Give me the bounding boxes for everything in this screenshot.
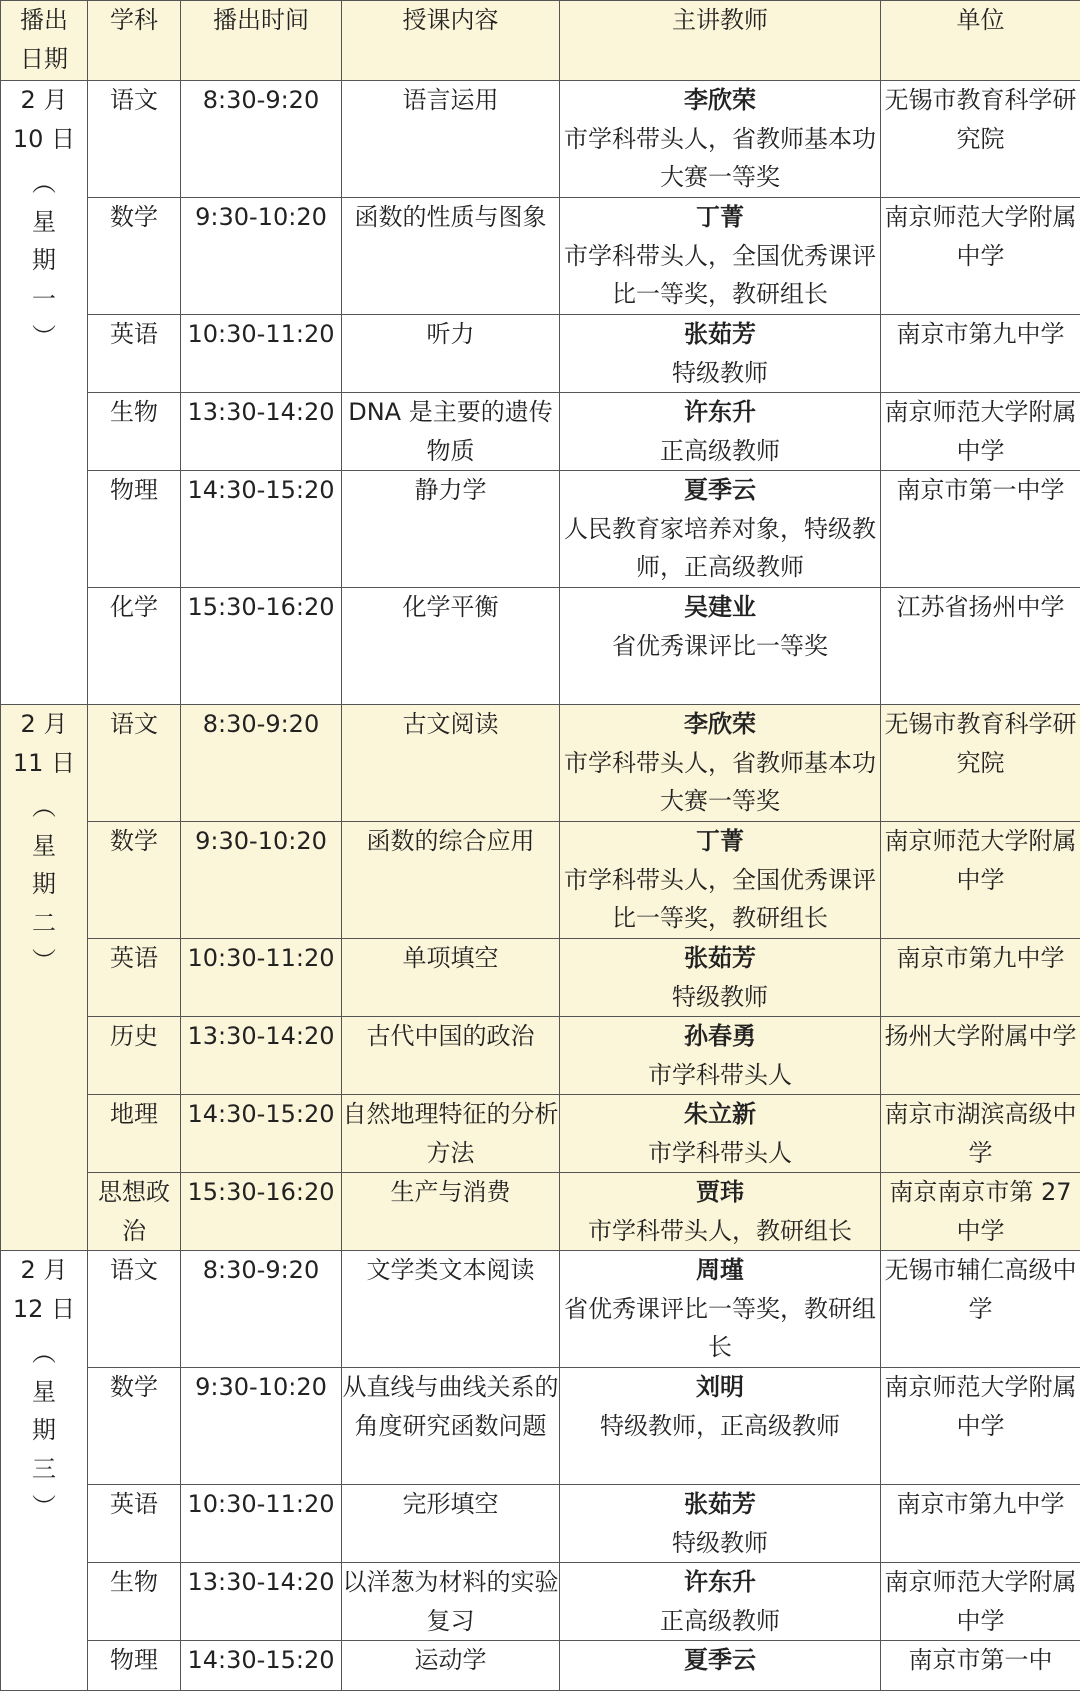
content-cell: 自然地理特征的分析方法 [342,1095,560,1173]
time-cell: 8:30-9:20 [181,705,342,822]
teacher-cell [560,822,881,939]
unit-cell: 南京师范大学附属中学 [881,1368,1080,1485]
unit-cell: 南京师范大学附属中学 [881,198,1080,315]
table-row [1,1251,1080,1368]
table-row [1,81,1080,198]
teacher-cell [560,1368,881,1485]
teacher-title: 正高级教师 [560,1602,880,1641]
teacher-name: 刘明 [560,1368,880,1407]
teacher-title: 特级教师 [560,1524,880,1563]
teacher-name: 许东升 [560,393,880,432]
weekday-char: 一 [1,280,87,319]
weekday-char: ︵ [1,1334,87,1373]
date-month: 2 月 [1,81,87,120]
header-date-line2: 日期 [1,40,87,79]
teacher-title: 人民教育家培养对象，特级教师，正高级教师 [560,510,880,587]
content-cell: 运动学 [342,1641,560,1691]
teacher-title: 市学科带头人，教研组长 [560,1212,880,1251]
subject-cell: 生物 [88,1563,181,1641]
subject-cell: 英语 [88,939,181,1017]
unit-cell: 江苏省扬州中学 [881,588,1080,705]
content-cell: 以洋葱为材料的实验复习 [342,1563,560,1641]
subject-cell: 物理 [88,1641,181,1691]
weekday-char: ︵ [1,164,87,203]
subject-cell: 英语 [88,315,181,393]
teacher-title: 市学科带头人，省教师基本功大赛一等奖 [560,120,880,197]
unit-cell: 南京师范大学附属中学 [881,1563,1080,1641]
teacher-title: 市学科带头人 [560,1134,880,1173]
teacher-cell [560,588,881,705]
teacher-name: 孙春勇 [560,1017,880,1056]
subject-cell: 语文 [88,81,181,198]
content-cell: 语言运用 [342,81,560,198]
teacher-title: 正高级教师 [560,432,880,471]
teacher-title: 市学科带头人，全国优秀课评比一等奖，教研组长 [560,237,880,314]
content-cell: 化学平衡 [342,588,560,705]
subject-cell: 思想政治 [88,1173,181,1251]
subject-cell: 化学 [88,588,181,705]
unit-cell: 南京市第九中学 [881,315,1080,393]
weekday-char: 二 [1,904,87,943]
table-row [1,393,1080,471]
teacher-cell [560,393,881,471]
weekday-char: ︶ [1,942,87,981]
teacher-cell [560,81,881,198]
table-row [1,1485,1080,1563]
teacher-cell [560,705,881,822]
table-row [1,1563,1080,1641]
time-cell: 14:30-15:20 [181,1641,342,1691]
time-cell: 10:30-11:20 [181,939,342,1017]
time-cell: 10:30-11:20 [181,1485,342,1563]
time-cell: 8:30-9:20 [181,81,342,198]
teacher-title: 市学科带头人 [560,1056,880,1095]
content-cell: 单项填空 [342,939,560,1017]
table-row [1,1368,1080,1485]
time-cell: 10:30-11:20 [181,315,342,393]
unit-cell: 无锡市教育科学研究院 [881,705,1080,822]
time-cell: 13:30-14:20 [181,393,342,471]
teacher-name: 许东升 [560,1563,880,1602]
teacher-name: 吴建业 [560,588,880,627]
weekday-vertical [1,788,87,981]
date-day: 11 日 [1,744,87,783]
table-row [1,705,1080,822]
teacher-name: 李欣荣 [560,705,880,744]
teacher-cell [560,1251,881,1368]
time-cell: 9:30-10:20 [181,198,342,315]
teacher-name: 丁菁 [560,822,880,861]
date-day: 10 日 [1,120,87,159]
subject-cell: 地理 [88,1095,181,1173]
weekday-vertical [1,1334,87,1527]
teacher-title: 省优秀课评比一等奖，教研组长 [560,1290,880,1367]
teacher-name: 张茹芳 [560,939,880,978]
date-day: 12 日 [1,1290,87,1329]
unit-cell: 南京南京市第 27 中学 [881,1173,1080,1251]
subject-cell: 数学 [88,198,181,315]
header-content: 授课内容 [342,1,560,81]
teacher-cell [560,1095,881,1173]
teacher-name: 张茹芳 [560,1485,880,1524]
content-cell: 听力 [342,315,560,393]
teacher-name: 夏季云 [560,471,880,510]
teacher-title: 省优秀课评比一等奖 [560,627,880,666]
teacher-name: 贾玮 [560,1173,880,1212]
weekday-char: 星 [1,1373,87,1412]
weekday-char: 期 [1,241,87,280]
teacher-name: 夏季云 [560,1641,880,1680]
unit-cell: 南京市第九中学 [881,939,1080,1017]
subject-cell: 语文 [88,705,181,822]
teacher-name: 丁菁 [560,198,880,237]
time-cell: 9:30-10:20 [181,1368,342,1485]
content-cell: 静力学 [342,471,560,588]
teacher-cell [560,939,881,1017]
teacher-title: 特级教师，正高级教师 [560,1407,880,1446]
teacher-title: 市学科带头人，全国优秀课评比一等奖，教研组长 [560,861,880,938]
content-cell: 生产与消费 [342,1173,560,1251]
table-row [1,1095,1080,1173]
time-cell: 8:30-9:20 [181,1251,342,1368]
unit-cell: 南京市湖滨高级中学 [881,1095,1080,1173]
teacher-title: 特级教师 [560,978,880,1017]
teacher-title: 特级教师 [560,354,880,393]
teacher-cell [560,1563,881,1641]
time-cell: 15:30-16:20 [181,1173,342,1251]
teacher-cell [560,471,881,588]
unit-cell: 南京市第一中 [881,1641,1080,1691]
teacher-cell [560,1641,881,1691]
weekday-char: 三 [1,1450,87,1489]
time-cell: 14:30-15:20 [181,471,342,588]
table-row [1,588,1080,705]
unit-cell: 扬州大学附属中学 [881,1017,1080,1095]
table-row [1,939,1080,1017]
header-row [1,1,1080,81]
weekday-char: 星 [1,203,87,242]
date-cell [1,705,88,1251]
content-cell: 古代中国的政治 [342,1017,560,1095]
content-cell: 函数的性质与图象 [342,198,560,315]
content-cell: 从直线与曲线关系的角度研究函数问题 [342,1368,560,1485]
teacher-cell [560,1017,881,1095]
unit-cell: 无锡市教育科学研究院 [881,81,1080,198]
table-row [1,822,1080,939]
table-row [1,1173,1080,1251]
teacher-name: 周瑾 [560,1251,880,1290]
subject-cell: 数学 [88,822,181,939]
content-cell: 文学类文本阅读 [342,1251,560,1368]
unit-cell: 南京市第一中学 [881,471,1080,588]
header-date-line1: 播出 [1,1,87,40]
content-cell: 古文阅读 [342,705,560,822]
date-cell [1,81,88,705]
time-cell: 15:30-16:20 [181,588,342,705]
table-row [1,315,1080,393]
date-month: 2 月 [1,705,87,744]
table-row [1,198,1080,315]
teacher-cell [560,1173,881,1251]
header-unit: 单位 [881,1,1080,81]
teacher-title: 市学科带头人，省教师基本功大赛一等奖 [560,744,880,821]
weekday-char: ︶ [1,318,87,357]
time-cell: 14:30-15:20 [181,1095,342,1173]
header-teacher: 主讲教师 [560,1,881,81]
weekday-char: 星 [1,827,87,866]
unit-cell: 南京师范大学附属中学 [881,393,1080,471]
content-cell: 完形填空 [342,1485,560,1563]
teacher-cell [560,1485,881,1563]
weekday-char: 期 [1,865,87,904]
date-month: 2 月 [1,1251,87,1290]
teacher-cell [560,315,881,393]
content-cell: 函数的综合应用 [342,822,560,939]
schedule-body [1,81,1080,1691]
weekday-vertical [1,164,87,357]
unit-cell: 南京师范大学附属中学 [881,822,1080,939]
content-cell: DNA 是主要的遗传物质 [342,393,560,471]
subject-cell: 生物 [88,393,181,471]
teacher-name: 李欣荣 [560,81,880,120]
header-time: 播出时间 [181,1,342,81]
table-row [1,471,1080,588]
unit-cell: 南京市第九中学 [881,1485,1080,1563]
time-cell: 9:30-10:20 [181,822,342,939]
date-cell [1,1251,88,1691]
teacher-cell [560,198,881,315]
weekday-char: 期 [1,1411,87,1450]
header-subject: 学科 [88,1,181,81]
table-row [1,1017,1080,1095]
teacher-name: 张茹芳 [560,315,880,354]
time-cell: 13:30-14:20 [181,1563,342,1641]
subject-cell: 数学 [88,1368,181,1485]
subject-cell: 物理 [88,471,181,588]
weekday-char: ︶ [1,1488,87,1527]
subject-cell: 语文 [88,1251,181,1368]
teacher-name: 朱立新 [560,1095,880,1134]
subject-cell: 英语 [88,1485,181,1563]
time-cell: 13:30-14:20 [181,1017,342,1095]
weekday-char: ︵ [1,788,87,827]
header-date [1,1,88,81]
subject-cell: 历史 [88,1017,181,1095]
table-row [1,1641,1080,1691]
unit-cell: 无锡市辅仁高级中学 [881,1251,1080,1368]
